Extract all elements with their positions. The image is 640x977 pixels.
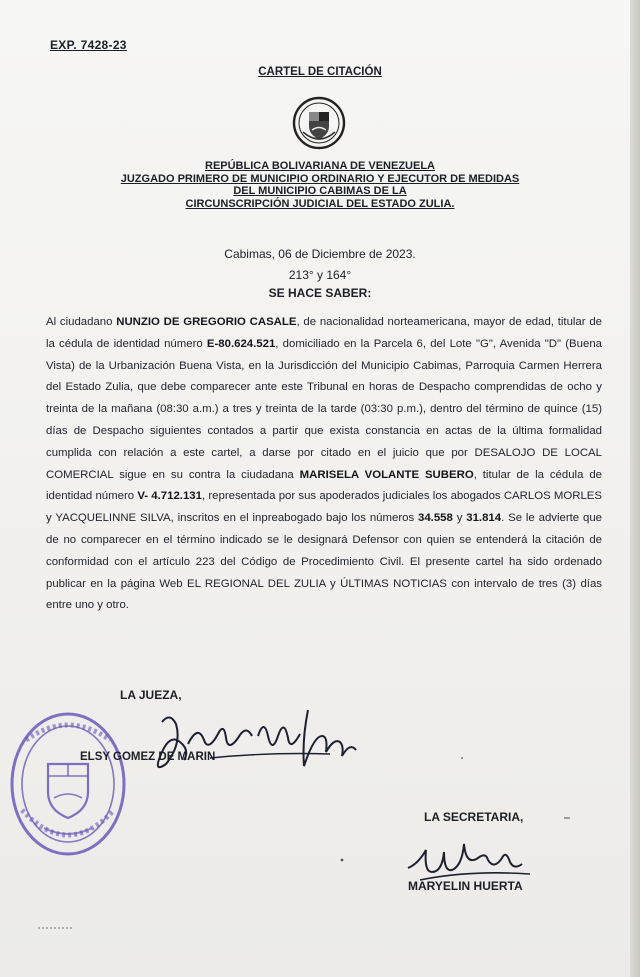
inpreabogado-number-1: 34.558: [418, 512, 453, 525]
city-date: Cabimas, 06 de Diciembre de 2023.: [224, 247, 416, 261]
body-text-2: , de nacionalidad norteamericana, mayor de edad, titular de la cédula de identidad número: [46, 316, 602, 350]
court-line-3: DEL MUNICIPIO CABIMAS DE LA: [233, 185, 407, 197]
court-heading: [0, 160, 640, 210]
body-text-7: . Se le advierte que de no comparecer en el término indicado se le designará Defensor con quien se entenderá la citación de conformidad con el artículo 223 del Código de Procedimiento Civil. El presente cartel ha sido ordenado publicar en la página Web EL REGIONAL DEL ZULIA y ÚLTIMAS NOTICIAS con intervalo de tres (3) días entre uno y otro.: [46, 512, 602, 612]
judge-name: ELSY GOMEZ DE MARIN: [80, 751, 216, 763]
plaintiff-id: V- 4.712.131: [137, 490, 202, 503]
defendant-id: E-80.624.521: [206, 337, 276, 350]
place-date-block: [0, 244, 640, 286]
coat-of-arms-seal-icon: [292, 96, 346, 150]
document-title: CARTEL DE CITACIÓN: [258, 66, 382, 78]
body-text-3: , domiciliado en la Parcela 6, del Lote "G", Avenida "D" (Buena Vista) de la Urbanización Buena Vista, en la Jurisdicción del Municipio Cabimas, Parroquia Carmen Herrera del Estado Zulia, que debe comparecer ante este Tribunal en horas de Despacho comprendidas de ocho y treinta de la mañana (08:30 a.m.) a tres y treinta de la tarde (03:30 p.m.), dentro del término de quince (15) días de Despacho siguientes contados a partir que exista constancia en actas de la última formalidad cumplida con relación a este cartel, a darse por citado en el juicio que por DESALOJO DE LOCAL COMERCIAL sigue en su contra la ciudadana: [46, 337, 602, 481]
paper-edge: [630, 0, 640, 977]
inpreabogado-number-2: 31.814: [466, 512, 502, 525]
judge-signature-icon: [140, 700, 370, 780]
court-line-1: REPÚBLICA BOLIVARIANA DE VENEZUELA: [205, 160, 435, 172]
se-hace-saber-heading: SE HACE SABER:: [268, 286, 372, 300]
defendant-name: NUNZIO DE GREGORIO CASALE: [116, 316, 297, 328]
court-line-4: CIRCUNSCRIPCIÓN JUDICIAL DEL ESTADO ZULIA.: [185, 197, 455, 210]
case-number: EXP. 7428-23: [50, 38, 127, 52]
body-text-1: Al ciudadano: [46, 316, 117, 328]
citation-body: [46, 312, 602, 617]
secretary-label: LA SECRETARIA,: [424, 810, 524, 824]
federation-years: 213° y 164°: [288, 268, 352, 282]
body-text-5: , representada por sus apoderados judiciales los abogados CARLOS MORLES y YACQUELINNE SILVA, inscritos en el inpreabogado bajo los números: [46, 490, 603, 525]
plaintiff-name: MARISELA VOLANTE SUBERO: [299, 468, 474, 481]
court-line-2: JUZGADO PRIMERO DE MUNICIPIO ORDINARIO Y EJECUTOR DE MEDIDAS: [120, 172, 520, 185]
judge-label: LA JUEZA,: [120, 688, 182, 702]
body-text-4: , titular de la cédula de identidad número: [46, 468, 602, 503]
secretary-name: MARYELIN HUERTA: [408, 879, 523, 893]
body-text-6: y: [452, 512, 467, 525]
court-stamp-icon: [6, 700, 134, 860]
